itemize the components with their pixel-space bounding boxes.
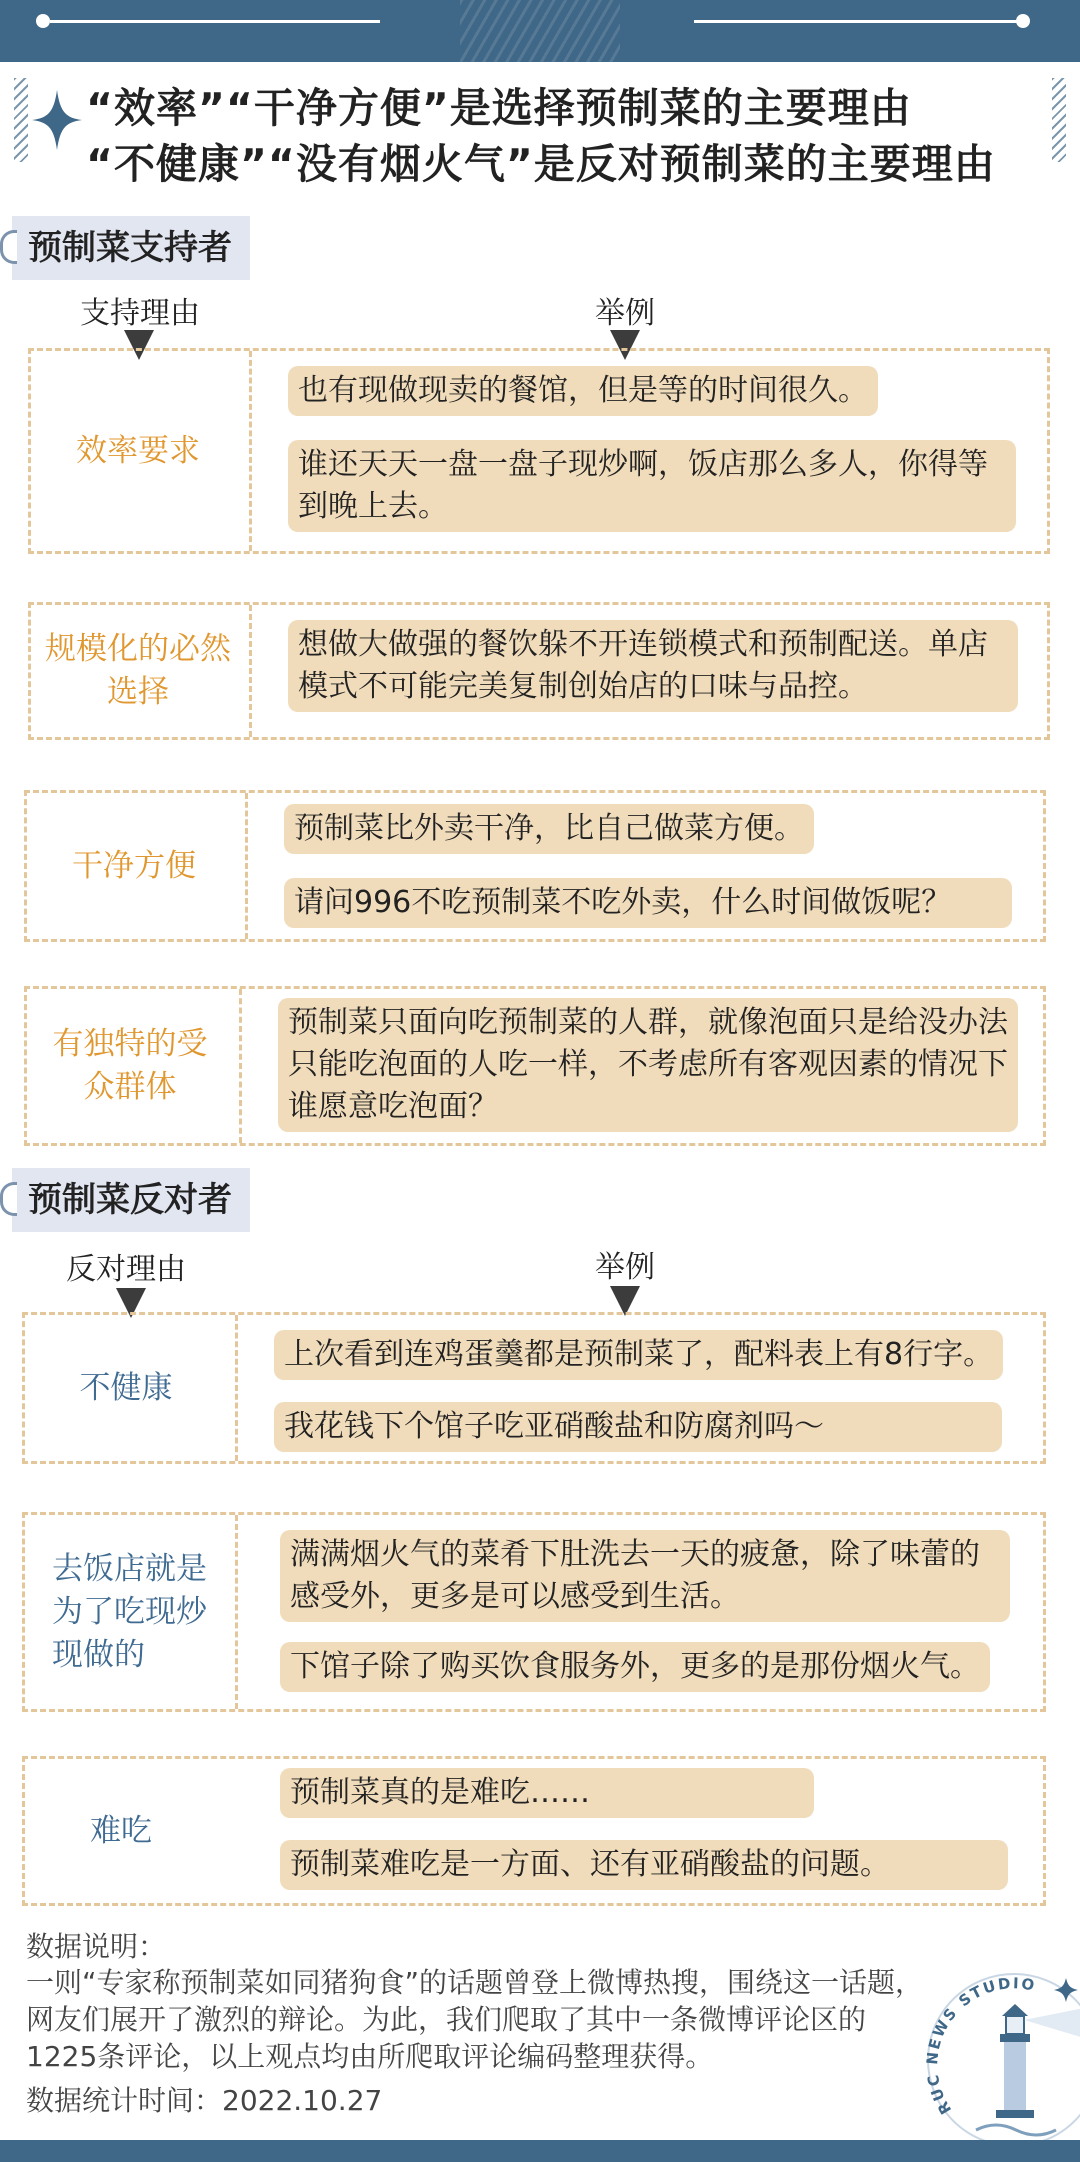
- opponents-reason-header: 反对理由: [66, 1252, 186, 1287]
- example-quote: 想做大做强的餐饮躲不开连锁模式和预制配送。单店模式不可能完美复制创始店的口味与品控。: [288, 620, 1018, 712]
- supporters-reason-header: 支持理由: [80, 296, 200, 331]
- card-divider: [249, 605, 252, 737]
- banner-line-left: [50, 20, 380, 23]
- data-note-date: 数据统计时间：2022.10.27: [26, 2084, 383, 2117]
- example-quote: 预制菜真的是难吃……: [280, 1768, 814, 1818]
- title-line-1: “效率”“干净方便”是选择预制菜的主要理由: [86, 84, 912, 132]
- example-quote: 预制菜只面向吃预制菜的人群，就像泡面只是给没办法只能吃泡面的人吃一样，不考虑所有客观因素的情况下谁愿意吃泡面？: [278, 998, 1018, 1132]
- bottom-banner: [0, 2140, 1080, 2162]
- banner-dot-right: [1016, 14, 1030, 28]
- card-divider: [245, 793, 248, 939]
- opponent-reason-label: 去饭店就是为了吃现炒现做的: [52, 1550, 207, 1673]
- svg-text:RUC NEWS STUDIO: RUC NEWS STUDIO: [923, 1974, 1038, 2118]
- ruc-news-studio-logo: [916, 1960, 1080, 2150]
- sparkle-star-icon: [30, 88, 84, 152]
- example-quote: 也有现做现卖的餐馆，但是等的时间很久。: [288, 366, 878, 416]
- example-quote: 预制菜比外卖干净，比自己做菜方便。: [284, 804, 814, 854]
- card-divider: [235, 1515, 238, 1709]
- example-quote: 满满烟火气的菜肴下肚洗去一天的疲惫，除了味蕾的感受外，更多是可以感受到生活。: [280, 1530, 1010, 1622]
- supporter-reason-label: 干净方便: [72, 847, 196, 884]
- supporter-reason-label: 效率要求: [76, 432, 200, 469]
- example-quote: 请问996不吃预制菜不吃外卖，什么时间做饭呢？: [284, 878, 1012, 928]
- banner-dot-left: [36, 14, 50, 28]
- supporter-reason-label: 有独特的受众群体: [52, 1026, 208, 1105]
- card-divider: [239, 989, 242, 1143]
- supporters-example-header: 举例: [595, 296, 655, 331]
- example-quote: 我花钱下个馆子吃亚硝酸盐和防腐剂吗～: [274, 1402, 1002, 1452]
- page-title: [86, 80, 1076, 192]
- example-quote: 上次看到连鸡蛋羹都是预制菜了，配料表上有8行字。: [274, 1330, 1003, 1380]
- banner-stripes: [460, 0, 620, 62]
- left-stripe-decoration: [14, 78, 28, 162]
- data-note-body: 一则“专家称预制菜如同猪狗食”的话题曾登上微博热搜，围绕这一话题，网友们展开了激烈的辩论。为此，我们爬取了其中一条微博评论区的1225条评论，以上观点均由所爬取评论编码整理获得。: [26, 1966, 924, 2073]
- card-divider: [249, 351, 252, 551]
- data-note-heading: 数据说明：: [26, 1930, 167, 1963]
- top-banner: [0, 0, 1080, 62]
- supporter-reason-label: 规模化的必然选择: [45, 631, 231, 710]
- example-quote: 预制菜难吃是一方面、还有亚硝酸盐的问题。: [280, 1840, 1008, 1890]
- banner-line-right: [694, 20, 1020, 23]
- example-quote: 下馆子除了购买饮食服务外，更多的是那份烟火气。: [280, 1642, 990, 1692]
- opponents-section-tag: 预制菜反对者: [12, 1168, 250, 1232]
- opponent-reason-label: 难吃: [90, 1812, 152, 1849]
- supporters-section-tag: 预制菜支持者: [12, 216, 250, 280]
- card-divider: [235, 1315, 238, 1461]
- example-quote: 谁还天天一盘一盘子现炒啊，饭店那么多人，你得等到晚上去。: [288, 440, 1016, 532]
- title-line-2: “不健康”“没有烟火气”是反对预制菜的主要理由: [86, 140, 996, 188]
- opponent-reason-label: 不健康: [79, 1369, 173, 1406]
- opponents-example-header: 举例: [595, 1250, 655, 1285]
